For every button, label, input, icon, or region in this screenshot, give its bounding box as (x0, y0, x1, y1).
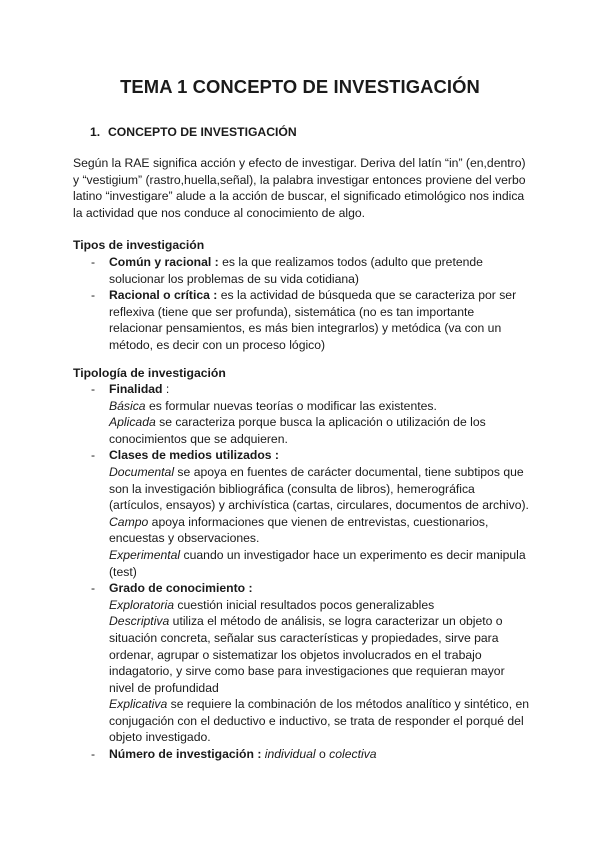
item-line: encuestas y observaciones. (109, 531, 260, 546)
section-heading (90, 124, 297, 141)
term-experimental: Experimental (109, 547, 181, 562)
list-item (73, 580, 533, 746)
intro-paragraph (73, 155, 533, 221)
item-text: es formular nuevas teorías o modificar las existentes. (145, 398, 437, 413)
term-comun: Común y racional : (109, 255, 219, 269)
item-line: conjugación con el deductivo e inductivo, se trata de responder el porqué del (109, 713, 524, 728)
term-exploratoria: Exploratoria (109, 597, 175, 612)
intro-line: latino “investigare” alude a la acción de buscar, el significado etimológico nos indica (73, 189, 525, 204)
term-explicativa: Explicativa (109, 697, 168, 712)
intro-line: la actividad que nos conduce al conocimiento de algo. (73, 205, 366, 220)
intro-line: y “vestigium” (rastro,huella,señal), la palabra investigar entonces proviene del verbo (73, 172, 526, 187)
item-line: (test) (109, 564, 137, 579)
tipos-list (73, 254, 533, 354)
item-line: relacionar pensamientos, es más bien integrarlos) y metódica (va con un (109, 321, 502, 336)
item-line: (artículos, ensayos) y archivística (cartas, circulares, documentos de archivo). (109, 498, 529, 513)
list-item (73, 254, 533, 287)
item-line: indagatorio, y sirve como base para investigaciones que requieran mayor (109, 664, 505, 679)
list-item (73, 746, 533, 763)
term-numero: Número de investigación : (109, 747, 262, 762)
item-text: se apoya en fuentes de carácter documental, tiene subtipos que (174, 464, 524, 479)
document-title: TEMA 1 CONCEPTO DE INVESTIGACIÓN (120, 76, 480, 97)
section-number: 1. (90, 125, 101, 139)
item-text: utiliza el método de análisis, se logra caracterizar un objeto o (169, 614, 503, 629)
term-critica: Racional o crítica : (109, 288, 218, 303)
term-aplicada: Aplicada (109, 415, 156, 430)
intro-line: Según la RAE significa acción y efecto de investigar. Deriva del latín “in” (en,dentro) (73, 156, 526, 170)
term-basica: Básica (109, 398, 146, 413)
bullet-dash: - (91, 255, 96, 269)
item-text: cuestión inicial resultados pocos generalizables (174, 597, 435, 612)
tipos-heading: Tipos de investigación (73, 238, 205, 252)
bullet-dash: - (91, 288, 96, 303)
list-item (73, 287, 533, 353)
bullet-dash: - (91, 382, 96, 396)
bullet-dash: - (91, 448, 96, 463)
bullet-dash: - (91, 581, 96, 596)
item-text: o (315, 747, 330, 762)
bullet-dash: - (91, 747, 96, 762)
item-line: ordenar, agrupar o sistematizar los objetos involucrados en el trabajo (109, 647, 482, 662)
item-line: reflexiva (tiene que ser profunda), sistemática (no es tan importante (109, 304, 475, 319)
item-line: son la investigación bibliográfica (consulta de libros), hemerográfica (109, 481, 475, 496)
term-documental: Documental (109, 464, 175, 479)
item-text: se caracteriza porque busca la aplicación o utilización de los (155, 415, 486, 430)
list-item (73, 381, 533, 447)
item-text: se requiere la combinación de los métodos analítico y sintético, en (167, 697, 530, 712)
tipologia-list (73, 381, 533, 763)
section-title: CONCEPTO DE INVESTIGACIÓN (108, 125, 297, 139)
item-text: es la que realizamos todos (adulto que pretende (218, 255, 483, 269)
term-individual: individual (264, 747, 316, 762)
term-campo: Campo (109, 514, 149, 529)
term-grado: Grado de conocimiento : (109, 581, 253, 596)
item-line: objeto investigado. (109, 730, 211, 745)
item-text: es la actividad de búsqueda que se caracteriza por ser (217, 288, 517, 303)
item-line: solucionar los problemas de su vida cotidiana) (109, 271, 359, 286)
item-line: nivel de profundidad (109, 680, 219, 695)
item-text: apoya informaciones que vienen de entrevistas, cuestionarios, (148, 514, 489, 529)
item-text: : (162, 382, 170, 396)
term-colectiva: colectiva (329, 747, 377, 762)
term-descriptiva: Descriptiva (109, 614, 170, 629)
list-item (73, 447, 533, 580)
item-line: situación concreta, señalar sus características y propiedades, sirve para (109, 630, 499, 645)
item-line: conocimientos que se adquieren. (109, 431, 288, 446)
item-text: cuando un investigador hace un experimento es decir manipula (180, 547, 526, 562)
term-medios: Clases de medios utilizados : (109, 448, 279, 463)
item-line: método, es decir con un proceso lógico) (109, 337, 326, 352)
tipologia-heading: Tipología de investigación (73, 366, 226, 380)
term-finalidad: Finalidad (109, 382, 163, 396)
